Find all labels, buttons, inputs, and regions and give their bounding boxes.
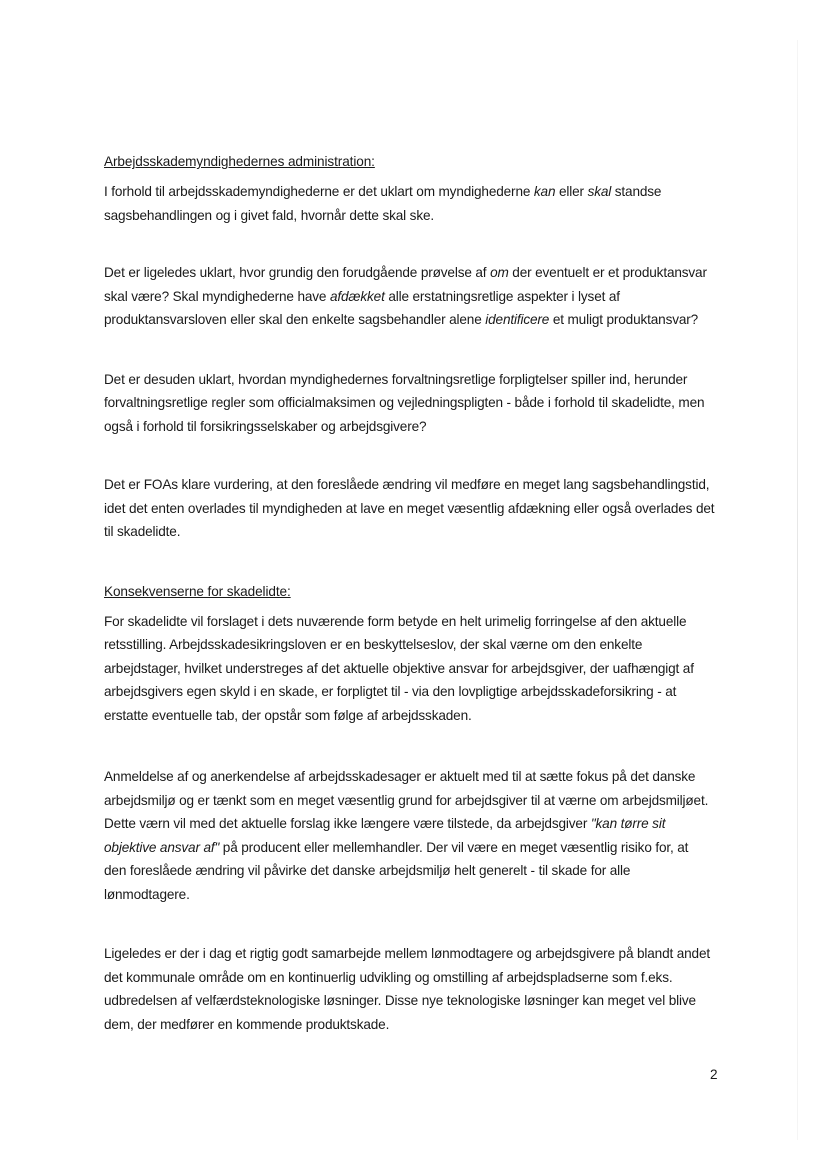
emphasis-text: afdækket bbox=[329, 288, 385, 304]
text-line: retsstilling. Arbejdsskadesikringsloven er en beskyttelseslov, der skal værne om den enkelte bbox=[104, 637, 643, 652]
text-line bbox=[104, 180, 724, 204]
text-line: Det er FOAs klare vurdering, at den foreslåede ændring vil medføre en meget lang sagsbehandlingstid, bbox=[104, 477, 710, 492]
text-line: lønmodtagere. bbox=[104, 886, 190, 902]
text-span: Det er ligeledes uklart, hvor grundig den forudgående prøvelse af bbox=[104, 265, 491, 280]
section-heading-administration: Arbejdsskademyndighedernes administration: bbox=[104, 154, 375, 169]
text-line: arbejdstager, hvilket understreges af det aktuelle objektive ansvar for arbejdsgiver, der uafhængigt af bbox=[104, 660, 694, 676]
text-span: eller bbox=[555, 184, 588, 199]
text-line: idet det enten overlades til myndigheden at lave en meget væsentlig afdækning eller også overlades det bbox=[104, 500, 715, 516]
text-span: på producent eller mellemhandler. Der vil være en meget væsentlig risiko for, at bbox=[219, 839, 689, 855]
text-span: skal være? Skal myndighederne have bbox=[104, 288, 330, 304]
paragraph-product-liability-review bbox=[104, 261, 724, 332]
text-line: den foreslåede ændring vil påvirke det danske arbejdsmiljø helt generelt - til skade for alle bbox=[104, 863, 631, 878]
text-line bbox=[104, 261, 724, 285]
text-line: Det er desuden uklart, hvordan myndighedernes forvaltningsretlige forpligtelser spiller ind, herunder bbox=[104, 371, 688, 387]
text-line: udbredelsen af velfærdsteknologiske løsninger. Disse nye teknologiske løsninger kan meget vel blive bbox=[104, 993, 696, 1008]
emphasis-text: skal bbox=[587, 184, 612, 199]
text-span: der eventuelt er et produktansvar bbox=[508, 265, 707, 280]
text-span: I forhold til arbejdsskademyndighederne er det uklart om myndighederne bbox=[104, 184, 534, 199]
paragraph-work-environment bbox=[104, 765, 724, 906]
paragraph-administrative-obligations bbox=[104, 368, 724, 439]
text-line: arbejdsmiljø og er tænkt som en meget væsentlig grund for arbejdsgiver til at værne om arbejdsmiljøet. bbox=[104, 792, 709, 808]
paragraph-foa-assessment bbox=[104, 473, 724, 544]
text-span: Dette værn vil med det aktuelle forslag ikke længere være tilstede, da arbejdsgiver bbox=[104, 816, 591, 831]
text-line: dem, der medfører en kommende produktskade. bbox=[104, 1016, 390, 1032]
page-content bbox=[104, 150, 724, 1036]
text-line: også i forhold til forsikringsselskaber og arbejdsgivere? bbox=[104, 418, 427, 434]
paragraph-cooperation bbox=[104, 942, 724, 1036]
text-line: til skadelidte. bbox=[104, 524, 181, 539]
section-heading-consequences: Konsekvenserne for skadelidte: bbox=[104, 583, 291, 599]
page-number: 2 bbox=[710, 1067, 718, 1082]
text-span: et muligt produktansvar? bbox=[549, 312, 699, 327]
text-line bbox=[104, 836, 724, 860]
text-span: standse bbox=[611, 184, 662, 199]
emphasis-text: objektive ansvar af" bbox=[104, 839, 220, 855]
text-line: Anmeldelse af og anerkendelse af arbejdsskadesager er aktuelt med til at sætte fokus på det danske bbox=[104, 769, 696, 784]
text-line: For skadelidte vil forslaget i dets nuværende form betyde en helt urimelig forringelse af den aktuelle bbox=[104, 613, 687, 629]
text-line: erstatte eventuelle tab, der opstår som følge af arbejdsskaden. bbox=[104, 707, 472, 723]
text-line bbox=[104, 308, 724, 332]
emphasis-text: identificere bbox=[485, 312, 550, 327]
text-line bbox=[104, 285, 724, 309]
text-span: alle erstatningsretlige aspekter i lyset af bbox=[384, 288, 620, 304]
text-line: sagsbehandlingen og i givet fald, hvornår dette skal ske. bbox=[104, 207, 434, 223]
scan-edge-line bbox=[797, 40, 798, 1140]
paragraph-uncertainty-stop bbox=[104, 180, 724, 227]
text-span: produktansvarsloven eller skal den enkelte sagsbehandler alene bbox=[104, 312, 486, 327]
text-line: Ligeledes er der i dag et rigtig godt samarbejde mellem lønmodtagere og arbejdsgivere på blandt andet bbox=[104, 946, 711, 961]
text-line: forvaltningsretlige regler som officialmaksimen og vejledningspligten - både i forhold til skadelidte, men bbox=[104, 395, 705, 410]
emphasis-text: "kan tørre sit bbox=[590, 816, 666, 831]
emphasis-text: om bbox=[490, 265, 509, 280]
text-line: arbejdsgivers egen skyld i en skade, er forpligtet til - via den lovpligtige arbejdsskadeforsikring - at bbox=[104, 684, 677, 699]
paragraph-legal-position bbox=[104, 610, 724, 728]
emphasis-text: kan bbox=[533, 184, 556, 199]
text-line: det kommunale område om en kontinuerlig udvikling og omstilling af arbejdspladserne som f.eks. bbox=[104, 969, 673, 985]
text-line bbox=[104, 812, 724, 836]
